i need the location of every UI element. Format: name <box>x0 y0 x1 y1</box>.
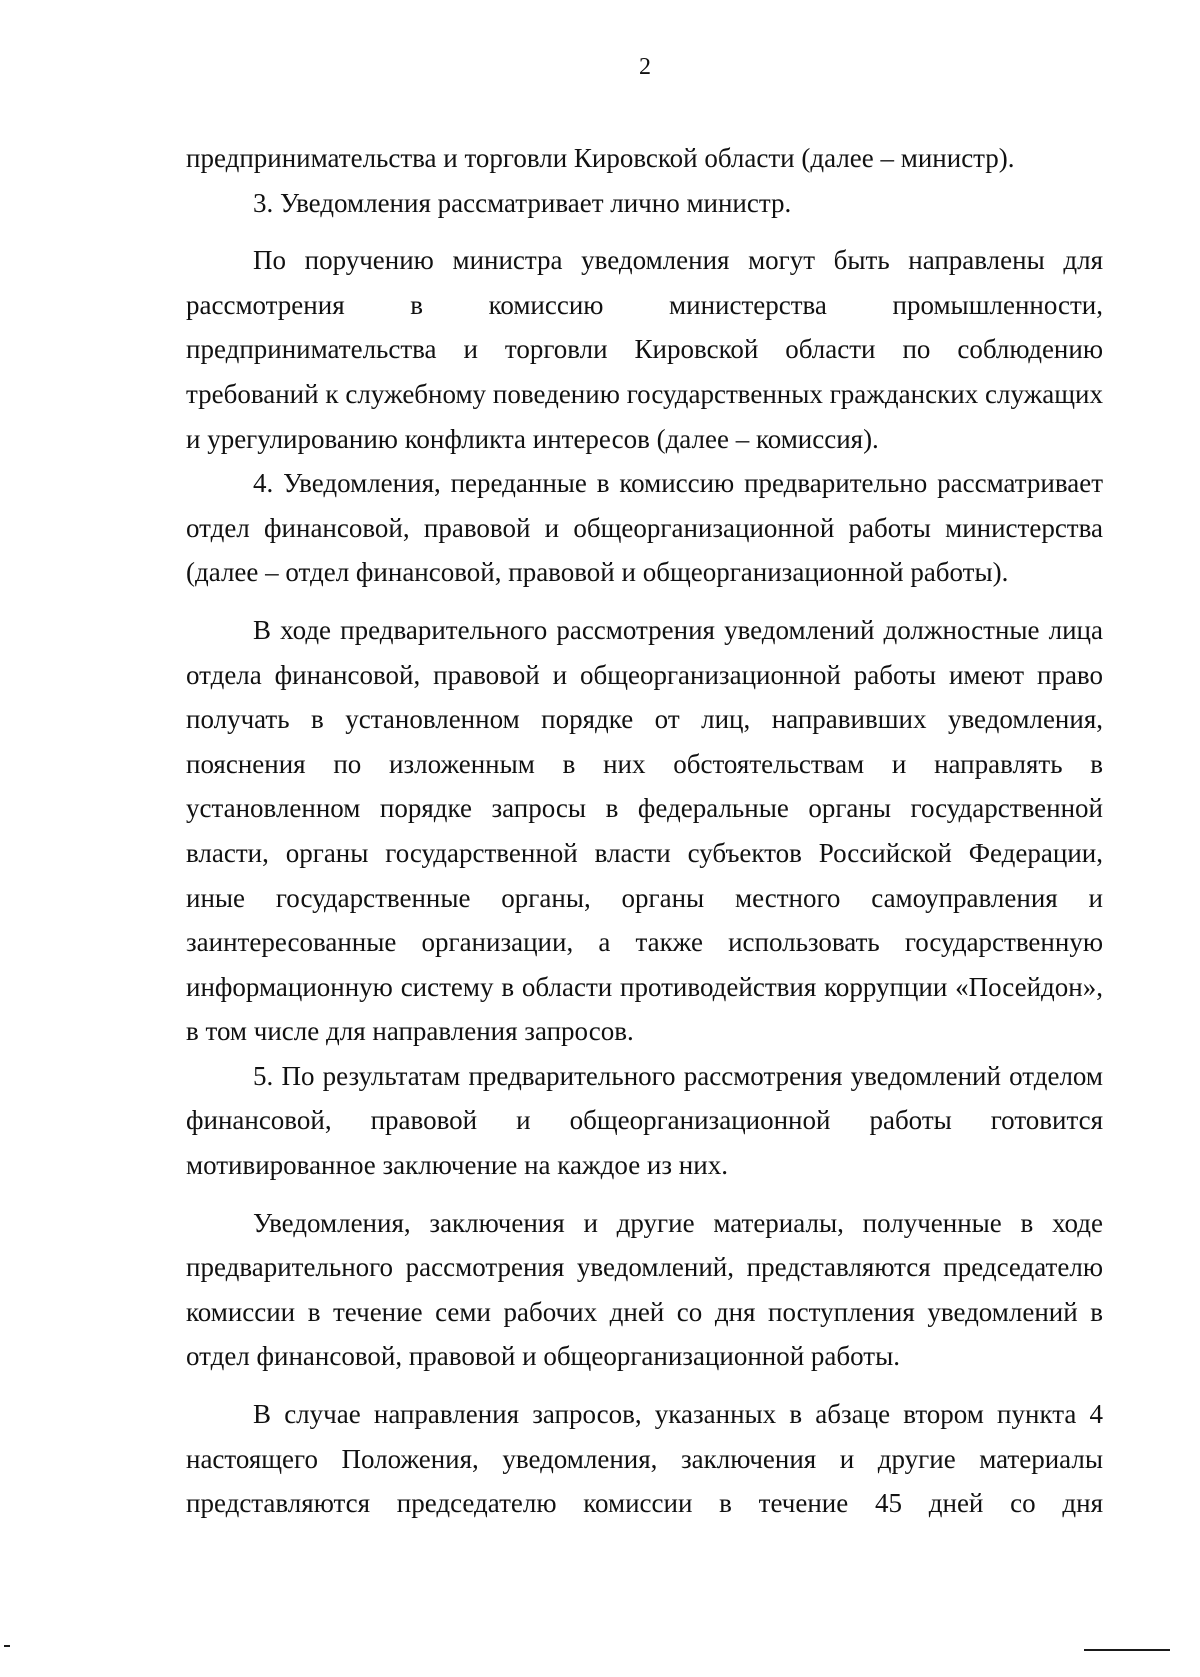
paragraph-item-3: 3. Уведомления рассматривает лично министр. <box>253 187 792 218</box>
paragraph-preliminary-review: В ходе предварительного рассмотрения уведомлений должностные лица отдела финансовой, правовой и общеорганизационной работы имеют право получать в установленном порядке от лиц, направивших уведомления, пояснения по изложенным в них обстоятельствам и направлять в установленном порядке запросы в федеральные органы государственной власти, органы государственной власти субъектов Российской Федерации, иные государственные органы, органы местного самоуправления и заинтересованные организации, а также использовать государственную информационную систему в области противодействия коррупции «Посейдон», в том числе для направления запросов. <box>186 614 1103 1047</box>
page-number: 2 <box>639 54 651 80</box>
document-body <box>186 136 1103 1526</box>
paragraph-item-4: 4. Уведомления, переданные в комиссию предварительно рассматривает отдел финансовой, правовой и общеорганизационной работы министерства (далее – отдел финансовой, правовой и общеорганизационной работы). <box>186 468 1103 588</box>
paragraph-continuation: предпринимательства и торговли Кировской области (далее – министр). <box>186 143 1015 173</box>
paragraph-materials-submission: Уведомления, заключения и другие материалы, полученные в ходе предварительного рассмотрения уведомлений, представляются председателю комиссии в течение семи рабочих дней со дня поступления уведомлений в отдел финансовой, правовой и общеорганизационной работы. <box>186 1207 1103 1372</box>
paragraph-minister-instruction: По поручению министра уведомления могут быть направлены для рассмотрения в комиссию министерства промышленности, предпринимательства и торговли Кировской области по соблюдению требований к служебному поведению государственных гражданских служащих и урегулированию конфликта интересов (далее – комиссия). <box>186 245 1103 454</box>
edge-mark <box>4 1645 10 1647</box>
footer-rule <box>1084 1649 1170 1651</box>
paragraph-item-5: 5. По результатам предварительного рассмотрения уведомлений отделом финансовой, правовой и общеорганизационной работы готовится мотивированное заключение на каждое из них. <box>186 1060 1103 1181</box>
paragraph-requests-case: В случае направления запросов, указанных в абзаце втором пункта 4 настоящего Положения, уведомления, заключения и другие материалы представляются председателю комиссии в течение 45 дней со дня <box>186 1399 1103 1519</box>
